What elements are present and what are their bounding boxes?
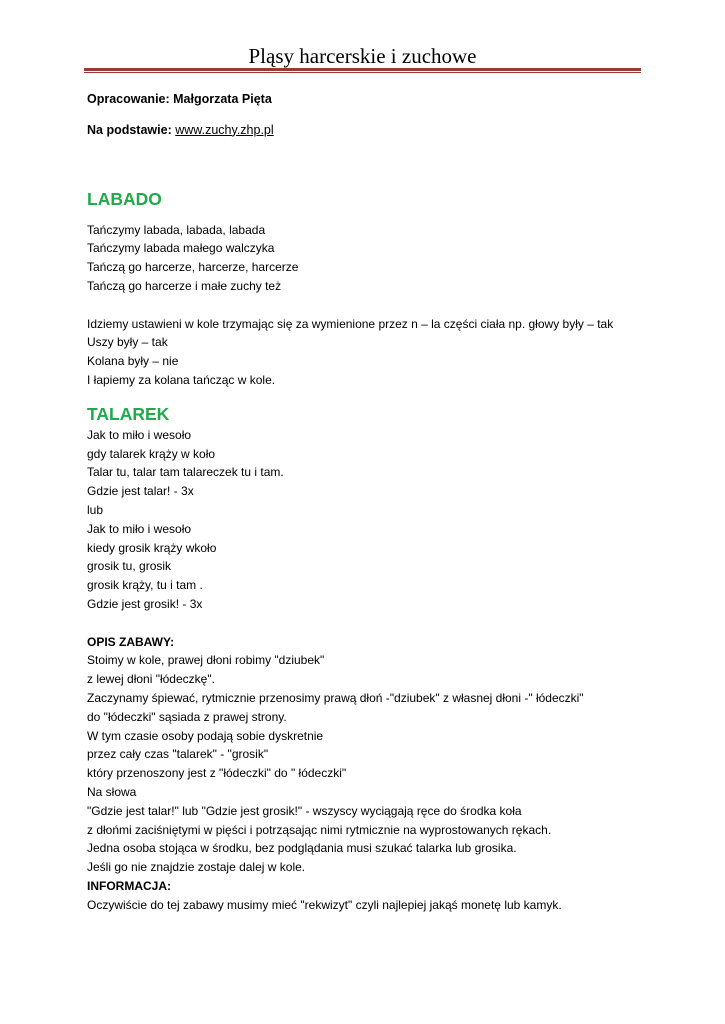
song-line: grosik krąży, tu i tam .: [87, 578, 203, 593]
opis-line: do "łódeczki" sąsiada z prawej strony.: [87, 709, 287, 724]
opis-zabawy: [87, 651, 647, 877]
info-label: INFORMACJA:: [87, 878, 171, 893]
opis-line: z lewej dłoni "łódeczkę".: [87, 672, 215, 687]
song-line: Tańczymy labada, labada, labada: [87, 222, 266, 237]
source-line: [87, 121, 647, 140]
author-line: Opracowanie: Małgorzata Pięta: [87, 92, 272, 106]
opis-line: Jedna osoba stojąca w środku, bez podglądania musi szukać talarka lub grosika.: [87, 841, 517, 856]
section-heading-talarek: TALAREK: [87, 403, 170, 424]
opis-label: OPIS ZABAWY:: [87, 634, 175, 649]
opis-line: Zaczynamy śpiewać, rytmicznie przenosimy prawą dłoń -"dziubek" z własnej dłoni -" łódeczki": [87, 690, 584, 705]
document-body: [87, 90, 647, 914]
section-heading-labado: LABADO: [87, 188, 162, 209]
opis-line: Jeśli go nie znajdzie zostaje dalej w kole.: [87, 860, 306, 875]
header-rule: [84, 68, 641, 71]
talarek-song: [87, 426, 647, 614]
song-line: Talar tu, talar tam talareczek tu i tam.: [87, 465, 284, 480]
song-line: Tańczą go harcerze i małe zuchy też: [87, 278, 282, 293]
opis-line: "Gdzie jest talar!" lub "Gdzie jest grosik!" - wszyscy wyciągają ręce do środka koła: [87, 803, 522, 818]
opis-line: Stoimy w kole, prawej dłoni robimy "dziubek": [87, 653, 325, 668]
song-line: Tańczymy labada małego walczyka: [87, 241, 275, 256]
opis-line: przez cały czas "talarek" - "grosik": [87, 747, 269, 762]
labado-description: [87, 315, 647, 390]
page-title: Pląsy harcerskie i zuchowe: [248, 44, 477, 68]
song-line: Gdzie jest grosik! - 3x: [87, 596, 203, 611]
song-line: Tańczą go harcerze, harcerze, harcerze: [87, 260, 299, 275]
song-line: Jak to miło i wesoło: [87, 521, 192, 536]
description-line: I łapiemy za kolana tańcząc w kole.: [87, 372, 276, 387]
song-line: Jak to miło i wesoło: [87, 427, 192, 442]
description-line: Kolana były – nie: [87, 354, 179, 369]
song-line: lub: [87, 502, 104, 517]
opis-line: Na słowa: [87, 784, 137, 799]
labado-song: [87, 221, 647, 296]
song-line: grosik tu, grosik: [87, 559, 172, 574]
song-line: Gdzie jest talar! - 3x: [87, 484, 194, 499]
description-line: Uszy były – tak: [87, 335, 168, 350]
description-line: Idziemy ustawieni w kole trzymając się za wymienione przez n – la części ciała np. głowy były – tak: [87, 316, 614, 331]
source-label: Na podstawie:: [87, 122, 172, 137]
opis-line: W tym czasie osoby podają sobie dyskretnie: [87, 728, 324, 743]
opis-line: który przenoszony jest z "łódeczki" do " łódeczki": [87, 766, 347, 781]
header-rule-thin: [84, 72, 641, 73]
song-line: gdy talarek krąży w koło: [87, 446, 216, 461]
opis-line: z dłońmi zaciśniętymi w pięści i potrząsając nimi rytmicznie na wyprostowanych rękach.: [87, 822, 552, 837]
song-line: kiedy grosik krąży wkoło: [87, 540, 217, 555]
source-link[interactable]: www.zuchy.zhp.pl: [175, 122, 274, 137]
info-text: Oczywiście do tej zabawy musimy mieć "rekwizyt" czyli najlepiej jakąś monetę lub kamyk.: [87, 897, 562, 912]
